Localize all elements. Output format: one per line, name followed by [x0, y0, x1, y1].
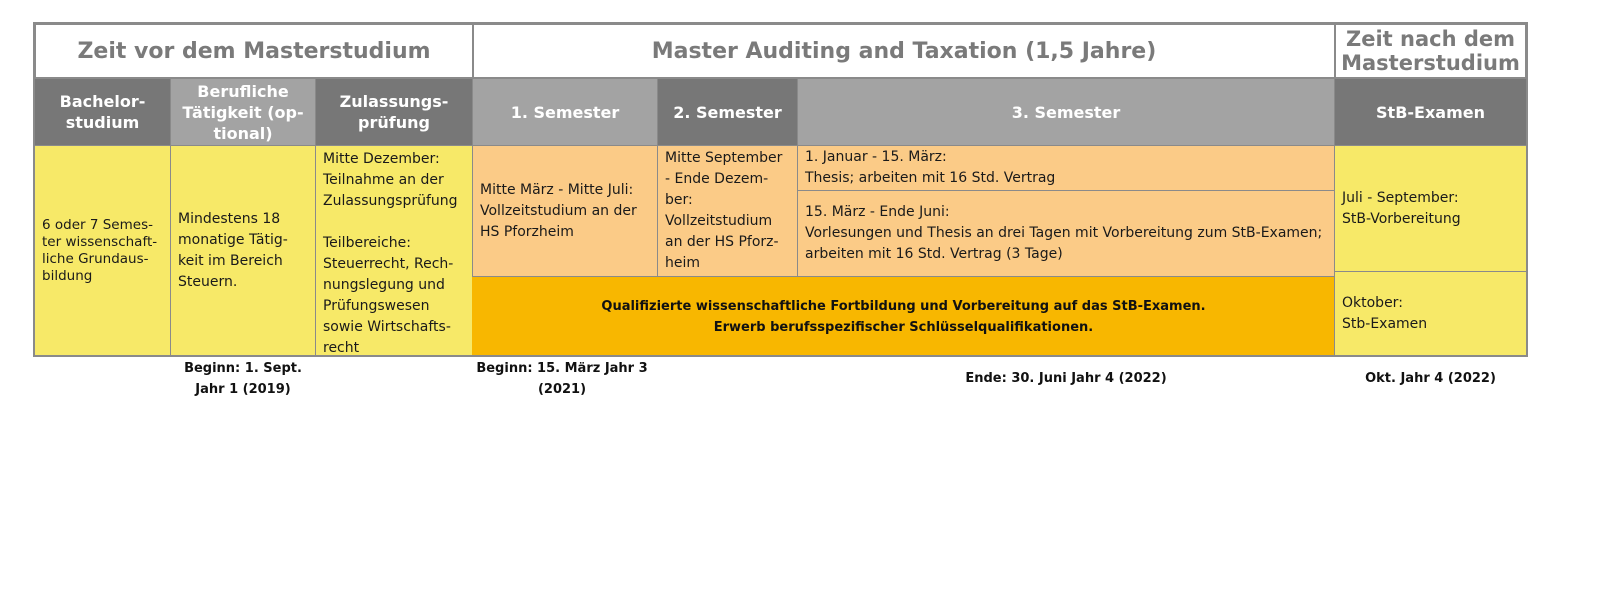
subheader-bachelor	[34, 78, 171, 146]
body-semester-1	[472, 145, 658, 277]
subheader-zulassung	[315, 78, 473, 146]
body-semester-3-bottom	[797, 190, 1335, 277]
body-semester-3-top	[797, 145, 1335, 191]
body-bachelor	[34, 145, 171, 356]
body-zulassung	[315, 145, 473, 356]
header-before-master-label: Zeit vor dem Masterstudium	[77, 38, 431, 64]
subheader-beruf-label: Berufliche Tätigkeit (op- tional)	[182, 81, 304, 143]
subheader-bachelor-label: Bachelor- studium	[59, 92, 146, 132]
subheader-zulassung-label: Zulassungs- prüfung	[339, 92, 449, 132]
subheader-stb-examen	[1334, 78, 1527, 146]
body-bachelor-text: 6 oder 7 Semes- ter wissenschaft- liche Grundaus- bildung	[42, 216, 158, 284]
header-before-master	[34, 23, 474, 79]
body-semester-1-text: Mitte März - Mitte Juli: Vollzeitstudium an der HS Pforzheim	[480, 181, 637, 240]
subheader-stb-examen-label: StB-Examen	[1376, 102, 1485, 122]
body-beruf	[170, 145, 316, 356]
subheader-semester-3	[797, 78, 1335, 146]
header-master-program	[472, 23, 1336, 79]
header-after-master	[1334, 23, 1527, 79]
body-semester-2-text: Mitte September - Ende Dezem- ber: Vollzeitstudium an der HS Pforz- heim	[665, 150, 783, 271]
body-semester-2	[657, 145, 798, 277]
qualification-text: Qualifizierte wissenschaftliche Fortbildung und Vorbereitung auf das StB-Examen. Erwerb berufsspezifischer Schlüsselqualifikationen.	[601, 298, 1206, 335]
body-beruf-text: Mindestens 18 monatige Tätig- keit im Bereich Steuern.	[178, 210, 288, 290]
body-semester-3-bottom-text: 15. März - Ende Juni: Vorlesungen und Thesis an drei Tagen mit Vorbereitung zum StB-Examen; arbeiten mit 16 Std. Vertrag (3 Tage)	[805, 204, 1323, 262]
subheader-semester-1	[472, 78, 658, 146]
subheader-semester-1-label: 1. Semester	[510, 102, 620, 122]
header-master-program-label: Master Auditing and Taxation (1,5 Jahre)	[651, 38, 1157, 64]
subheader-semester-2-label: 2. Semester	[673, 102, 782, 122]
body-semester-3-top-text: 1. Januar - 15. März: Thesis; arbeiten mit 16 Std. Vertrag	[805, 149, 1056, 186]
header-after-master-label: Zeit nach dem Masterstudium	[1341, 27, 1520, 75]
footer-beginn-2: Beginn: 15. März Jahr 3 (2021)	[476, 361, 648, 397]
body-stb-preparation	[1334, 145, 1527, 272]
body-stb-exam	[1334, 271, 1527, 356]
subheader-semester-2	[657, 78, 798, 146]
footer-beginn-1: Beginn: 1. Sept. Jahr 1 (2019)	[184, 361, 302, 397]
footer-okt: Okt. Jahr 4 (2022)	[1365, 371, 1496, 386]
subheader-beruf	[170, 78, 316, 146]
body-stb-preparation-text: Juli - September: StB-Vorbereitung	[1342, 189, 1461, 227]
qualification-band	[472, 277, 1335, 356]
subheader-semester-3-label: 3. Semester	[1011, 102, 1121, 122]
body-stb-exam-text: Oktober: Stb-Examen	[1342, 294, 1428, 332]
body-zulassung-text: Mitte Dezember: Teilnahme an der Zulassungsprüfung Teilbereiche: Steuerrecht, Rech- nungslegung und Prüfungswesen sowie Wirtschafts- recht	[323, 151, 458, 356]
footer-ende: Ende: 30. Juni Jahr 4 (2022)	[965, 371, 1167, 386]
